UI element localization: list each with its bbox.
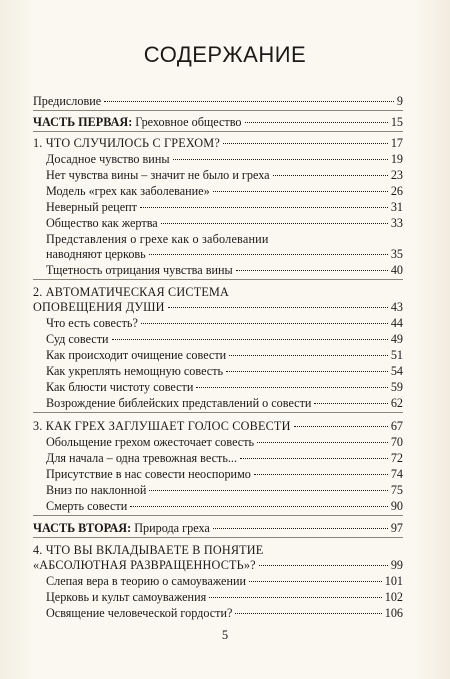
toc-section: Возрождение библейских представлений о совести 62 (46, 396, 403, 410)
page-ref: 67 (390, 419, 403, 433)
divider (33, 131, 403, 132)
toc-section: Нет чувства вины – значит не было и греха 23 (46, 168, 403, 182)
toc-part-1: ЧАСТЬ ПЕРВАЯ: Греховное общество 15 (33, 115, 403, 129)
page-ref: 43 (390, 300, 403, 314)
toc-section: Обольщение грехом ожесточает совесть 70 (46, 435, 403, 449)
toc-section: Тщетность отрицания чувства вины 40 (46, 263, 403, 277)
page-ref: 15 (390, 115, 403, 129)
toc-section-line1: Представления о грехе как о заболевании (46, 232, 269, 246)
toc-section: Суд совести 49 (46, 332, 403, 346)
toc-section: Присутствие в нас совести неоспоримо 74 (46, 467, 403, 481)
toc-section: Неверный рецепт 31 (46, 200, 403, 214)
page-ref: 97 (390, 521, 403, 535)
toc-section: Для начала – одна тревожная весть... 72 (46, 451, 403, 465)
page-ref: 9 (396, 94, 403, 108)
toc-entry-preface: Предисловие 9 (33, 94, 403, 108)
divider (33, 279, 403, 280)
divider (33, 515, 403, 516)
toc-chapter-3: 3. КАК ГРЕХ ЗАГЛУШАЕТ ГОЛОС СОВЕСТИ 67 (33, 419, 403, 433)
toc-section: Слепая вера в теорию о самоуважении 101 (46, 574, 403, 588)
divider (33, 537, 403, 538)
toc-section: Что есть совесть? 44 (46, 316, 403, 330)
toc-chapter-1: 1. ЧТО СЛУЧИЛОСЬ С ГРЕХОМ? 17 (33, 136, 403, 150)
page-title: СОДЕРЖАНИЕ (143, 42, 307, 67)
toc-chapter-2: ОПОВЕЩЕНИЯ ДУШИ 43 (33, 300, 403, 314)
toc-section: Модель «грех как заболевание» 26 (46, 184, 403, 198)
page-ref: 99 (390, 558, 403, 572)
toc-section: Как происходит очищение совести 51 (46, 348, 403, 362)
toc-section: Как укреплять немощную совесть 54 (46, 364, 403, 378)
toc-section: Смерть совести 90 (46, 499, 403, 513)
toc-chapter-line1: 2. АВТОМАТИЧЕСКАЯ СИСТЕМА (33, 285, 230, 299)
toc-section: Общество как жертва 33 (46, 216, 403, 230)
toc-section: Досадное чувство вины 19 (46, 152, 403, 166)
divider (33, 412, 403, 413)
toc-section: Церковь и культ самоуважения 102 (46, 590, 403, 604)
toc-section: наводняют церковь 35 (46, 247, 403, 261)
toc-part-2: ЧАСТЬ ВТОРАЯ: Природа греха 97 (33, 521, 403, 535)
toc-section: Вниз по наклонной 75 (46, 483, 403, 497)
toc-section: Освящение человеческой гордости? 106 (46, 606, 403, 620)
page-number: 5 (221, 628, 229, 642)
toc-chapter-4: «АБСОЛЮТНАЯ РАЗВРАЩЕННОСТЬ»? 99 (33, 558, 403, 572)
page-ref: 17 (390, 136, 403, 150)
toc-chapter-line1: 4. ЧТО ВЫ ВКЛАДЫВАЕТЕ В ПОНЯТИЕ (33, 543, 264, 557)
divider (33, 110, 403, 111)
toc-section: Как блюсти чистоту совести 59 (46, 380, 403, 394)
